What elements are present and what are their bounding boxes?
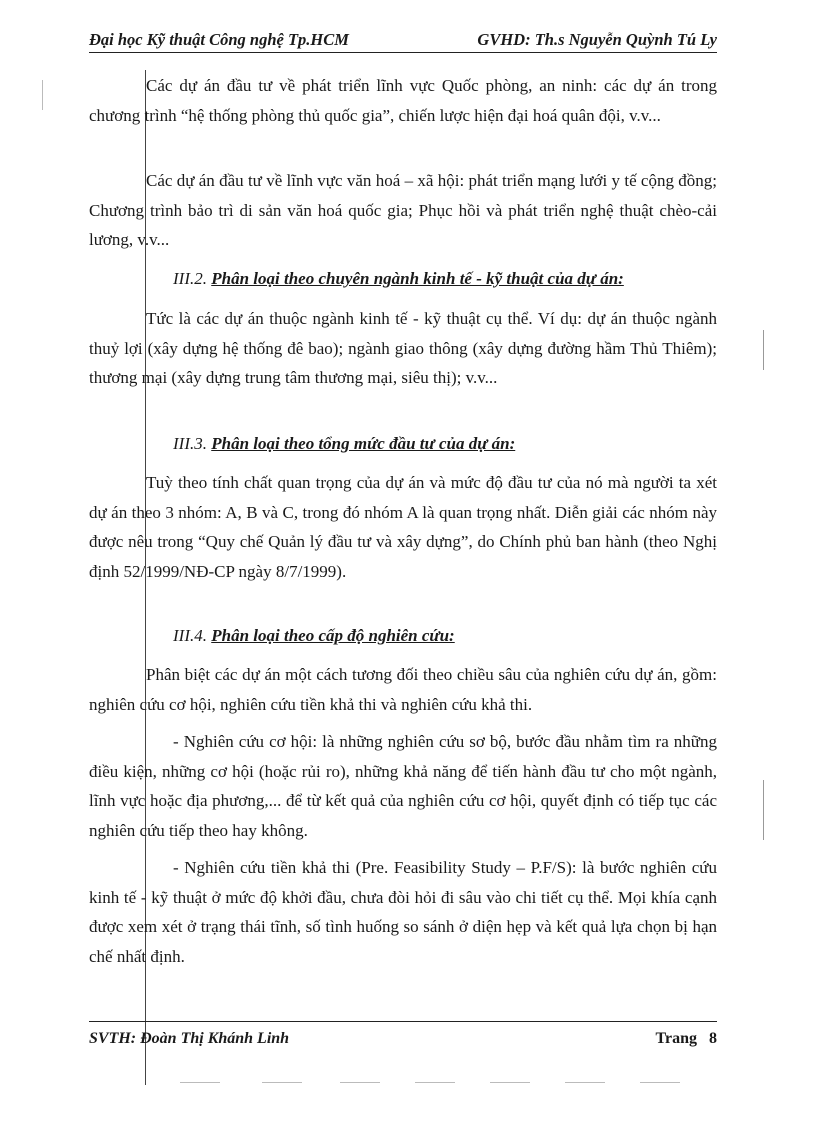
heading-title: Phân loại theo tổng mức đầu tư của dự án: (211, 434, 516, 453)
page-footer (89, 1021, 717, 1050)
scan-mark (180, 1082, 220, 1083)
scan-mark (640, 1082, 680, 1083)
paragraph-prefeasibility-study: - Nghiên cứu tiền khả thi (Pre. Feasibility Study – P.F/S): là bước nghiên cứu kinh tế - kỹ thuật ở mức độ khởi đầu, chưa đòi hỏi đi sâu vào chi tiết cụ thể. Mọi khía cạnh được xem xét ở trạng thái tĩnh, số tình huống so sánh ở diện hẹp và kết quả lựa chọn bị hạn chế nhất định. (89, 858, 717, 966)
heading-number: III.3. (173, 434, 207, 453)
page-label: Trang (655, 1030, 697, 1047)
scan-mark (763, 330, 764, 370)
paragraph-defense-projects: Các dự án đầu tư về phát triển lĩnh vực Quốc phòng, an ninh: các dự án trong chương trình “hệ thống phòng thủ quốc gia”, chiến lược hiện đại hoá quân đội, v.v... (89, 76, 717, 125)
heading-title: Phân loại theo cấp độ nghiên cứu: (211, 626, 455, 645)
scan-mark (490, 1082, 530, 1083)
paragraph-opportunity-study: - Nghiên cứu cơ hội: là những nghiên cứu sơ bộ, bước đầu nhằm tìm ra những điều kiện, những cơ hội (hoặc rủi ro), những khả năng để tiến hành đầu tư cho một ngành, lĩnh vực hoặc địa phương,... để từ kết quả của nghiên cứu cơ hội, quyết định có tiếp tục các nghiên cứu tiếp theo hay không. (89, 732, 717, 840)
scan-mark (42, 80, 43, 110)
section-heading-3-3 (173, 434, 515, 454)
scan-mark (415, 1082, 455, 1083)
paragraph-culture-projects: Các dự án đầu tư về lĩnh vực văn hoá – xã hội: phát triển mạng lưới y tế cộng đồng; Chương trình bảo trì di sản văn hoá quốc gia; Phục hồi và phát triển nghệ thuật chèo-cải lương, v.v... (89, 171, 717, 249)
scan-mark (262, 1082, 302, 1083)
footer-page (656, 1030, 717, 1048)
scan-mark (763, 780, 764, 840)
footer-student: SVTH: Đoàn Thị Khánh Linh (89, 1030, 290, 1047)
header-university: Đại học Kỹ thuật Công nghệ Tp.HCM (89, 30, 349, 49)
page-number: 8 (709, 1030, 717, 1047)
scan-mark (340, 1082, 380, 1083)
scan-mark (565, 1082, 605, 1083)
paragraph-investment-groups: Tuỳ theo tính chất quan trọng của dự án và mức độ đầu tư của nó mà người ta xét dự án theo 3 nhóm: A, B và C, trong đó nhóm A là quan trọng nhất. Diễn giải các nhóm này được nêu trong “Quy chế Quản lý đầu tư và xây dựng”, do Chính phủ ban hành (theo Nghị định 52/1999/NĐ-CP ngày 8/7/1999). (89, 473, 717, 581)
paragraph-research-levels: Phân biệt các dự án một cách tương đối theo chiều sâu của nghiên cứu dự án, gồm: nghiên cứu cơ hội, nghiên cứu tiền khả thi và nghiên cứu khả thi. (89, 665, 717, 714)
paragraph-technical-sector: Tức là các dự án thuộc ngành kinh tế - kỹ thuật cụ thể. Ví dụ: dự án thuộc ngành thuỷ lợi (xây dựng hệ thống đê bao); ngành giao thông (xây dựng đường hầm Thủ Thiêm); thương mại (xây dựng trung tâm thương mại, siêu thị); v.v... (89, 309, 717, 387)
section-heading-3-2 (173, 269, 624, 289)
heading-number: III.2. (173, 269, 207, 288)
header-supervisor: GVHD: Th.s Nguyễn Quỳnh Tú Ly (477, 30, 717, 49)
page-header (89, 30, 717, 53)
heading-title: Phân loại theo chuyên ngành kinh tế - kỹ thuật của dự án: (211, 269, 624, 288)
section-heading-3-4 (173, 626, 455, 646)
heading-number: III.4. (173, 626, 207, 645)
